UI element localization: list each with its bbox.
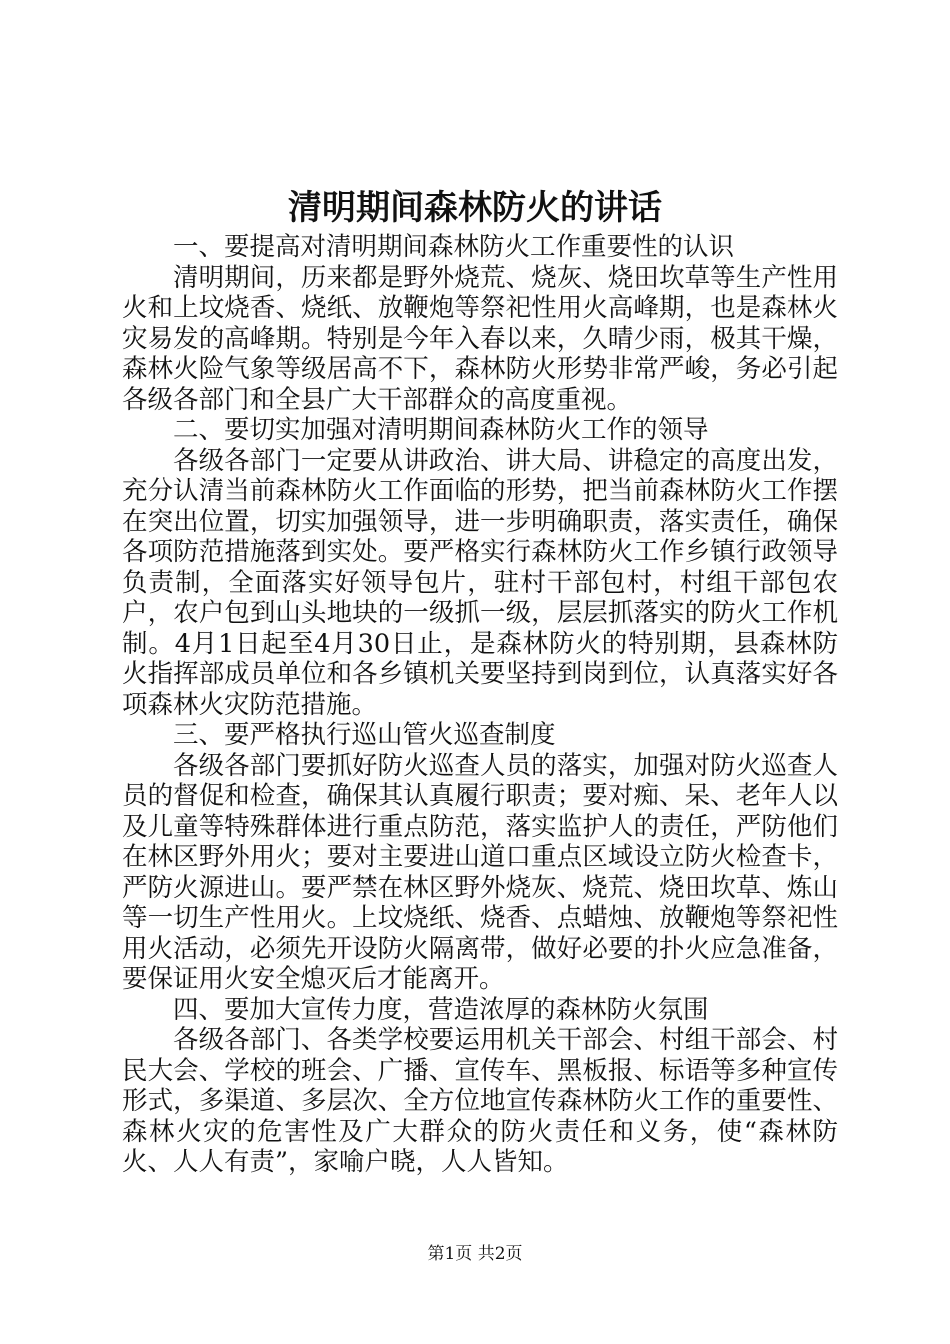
section-heading-2: 二、要切实加强对清明期间森林防火工作的领导 bbox=[173, 415, 709, 445]
paragraph-3: 各级各部门要抓好防火巡查人员的落实，加强对防火巡查人员的督促和检查，确保其认真履行职责；要对痴、呆、老年人以及儿童等特殊群体进行重点防范，落实监护人的责任，严防他们在林区野外用火；要对主要进山道口重点区域设立防火检查卡，严防火源进山。要严禁在林区野外烧灰、烧荒、烧田坎草、炼山等一切生产性用火。上坟烧纸、烧香、点蜡烛、放鞭炮等祭祀性用火活动，必须先开设防火隔离带，做好必要的扑火应急准备，要保证用火安全熄灭后才能离开。 bbox=[122, 750, 838, 994]
paragraph-4: 各级各部门、各类学校要运用机关干部会、村组干部会、村民大会、学校的班会、广播、宣传车、黑板报、标语等多种宣传形式，多渠道、多层次、全方位地宣传森林防火工作的重要性、森林火灾的危害性及广大群众的防火责任和义务，使“森林防火、人人有责”，家喻户晓，人人皆知。 bbox=[122, 1025, 838, 1177]
section-heading-3: 三、要严格执行巡山管火巡查制度 bbox=[173, 720, 556, 750]
page-number-footer: 第1页 共2页 bbox=[427, 1244, 523, 1264]
section-heading-4: 四、要加大宣传力度，营造浓厚的森林防火氛围 bbox=[173, 994, 709, 1025]
document-body bbox=[122, 232, 838, 1178]
section-heading-1: 一、要提高对清明期间森林防火工作重要性的认识 bbox=[173, 232, 735, 262]
document-title: 清明期间森林防火的讲话 bbox=[288, 188, 662, 228]
paragraph-1: 清明期间，历来都是野外烧荒、烧灰、烧田坎草等生产性用火和上坟烧香、烧纸、放鞭炮等祭祀性用火高峰期，也是森林火灾易发的高峰期。特别是今年入春以来，久晴少雨，极其干燥，森林火险气象等级居高不下，森林防火形势非常严峻，务必引起各级各部门和全县广大干部群众的高度重视。 bbox=[122, 262, 838, 415]
paragraph-2: 各级各部门一定要从讲政治、讲大局、讲稳定的高度出发，充分认清当前森林防火工作面临的形势，把当前森林防火工作摆在突出位置，切实加强领导，进一步明确职责，落实责任，确保各项防范措施落到实处。要严格实行森林防火工作乡镇行政领导负责制，全面落实好领导包片，驻村干部包村，村组干部包农户，农户包到山头地块的一级抓一级，层层抓落实的防火工作机制。4月1日起至4月30日止，是森林防火的特别期，县森林防火指挥部成员单位和各乡镇机关要坚持到岗到位，认真落实好各项森林火灾防范措施。 bbox=[122, 445, 838, 720]
